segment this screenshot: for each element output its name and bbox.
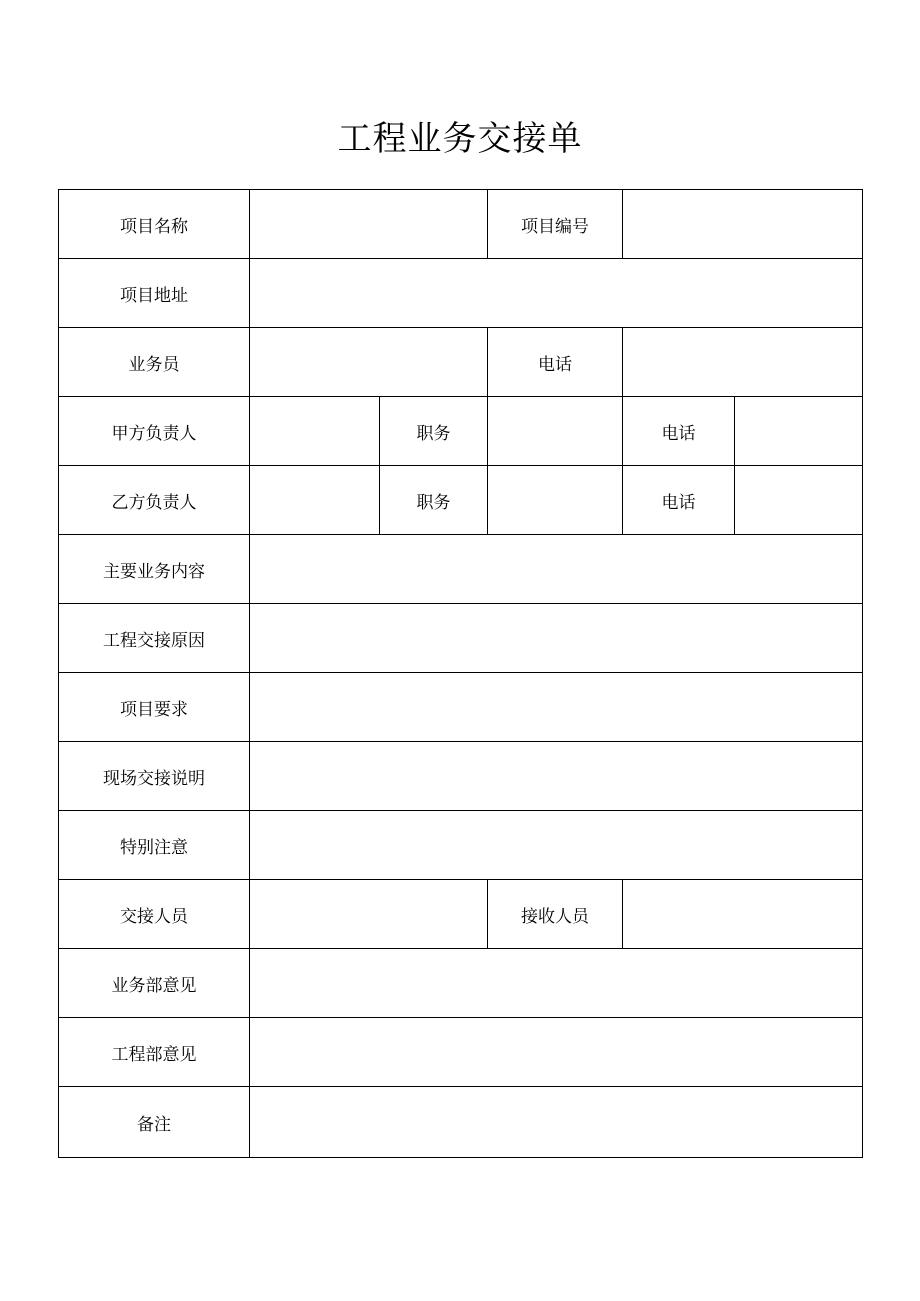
project-number-field[interactable] — [623, 190, 863, 259]
project-address-field[interactable] — [250, 259, 863, 328]
party-a-phone-label: 电话 — [623, 397, 735, 466]
salesperson-label: 业务员 — [59, 328, 250, 397]
site-handover-notes-label: 现场交接说明 — [59, 742, 250, 811]
party-b-phone-field[interactable] — [735, 466, 863, 535]
business-dept-opinion-label: 业务部意见 — [59, 949, 250, 1018]
party-b-position-label: 职务 — [380, 466, 488, 535]
salesperson-field[interactable] — [250, 328, 488, 397]
project-requirements-label: 项目要求 — [59, 673, 250, 742]
party-b-contact-field[interactable] — [250, 466, 380, 535]
row-main-business — [59, 535, 863, 604]
form-title: 工程业务交接单 — [337, 119, 583, 159]
party-b-contact-label: 乙方负责人 — [59, 466, 250, 535]
row-handover-persons — [59, 880, 863, 949]
party-b-phone-label: 电话 — [623, 466, 735, 535]
row-special-attention — [59, 811, 863, 880]
project-name-label: 项目名称 — [59, 190, 250, 259]
row-salesperson — [59, 328, 863, 397]
row-party-a — [59, 397, 863, 466]
handover-reason-label: 工程交接原因 — [59, 604, 250, 673]
row-remarks — [59, 1087, 863, 1158]
receiver-person-field[interactable] — [623, 880, 863, 949]
handover-person-label: 交接人员 — [59, 880, 250, 949]
party-a-phone-field[interactable] — [735, 397, 863, 466]
site-handover-notes-field[interactable] — [250, 742, 863, 811]
remarks-label: 备注 — [59, 1087, 250, 1158]
party-b-position-field[interactable] — [488, 466, 623, 535]
special-attention-label: 特别注意 — [59, 811, 250, 880]
handover-form-table — [58, 189, 863, 1158]
party-a-position-label: 职务 — [380, 397, 488, 466]
handover-person-field[interactable] — [250, 880, 488, 949]
row-party-b — [59, 466, 863, 535]
row-project-address — [59, 259, 863, 328]
receiver-person-label: 接收人员 — [488, 880, 623, 949]
project-requirements-field[interactable] — [250, 673, 863, 742]
project-number-label: 项目编号 — [488, 190, 623, 259]
party-a-position-field[interactable] — [488, 397, 623, 466]
row-project-requirements — [59, 673, 863, 742]
row-site-handover-notes — [59, 742, 863, 811]
row-engineering-dept-opinion — [59, 1018, 863, 1087]
engineering-dept-opinion-label: 工程部意见 — [59, 1018, 250, 1087]
main-business-field[interactable] — [250, 535, 863, 604]
engineering-dept-opinion-field[interactable] — [250, 1018, 863, 1087]
row-project-name — [59, 190, 863, 259]
project-name-field[interactable] — [250, 190, 488, 259]
party-a-contact-field[interactable] — [250, 397, 380, 466]
salesperson-phone-label: 电话 — [488, 328, 623, 397]
party-a-contact-label: 甲方负责人 — [59, 397, 250, 466]
row-business-dept-opinion — [59, 949, 863, 1018]
handover-reason-field[interactable] — [250, 604, 863, 673]
main-business-label: 主要业务内容 — [59, 535, 250, 604]
row-handover-reason — [59, 604, 863, 673]
project-address-label: 项目地址 — [59, 259, 250, 328]
business-dept-opinion-field[interactable] — [250, 949, 863, 1018]
salesperson-phone-field[interactable] — [623, 328, 863, 397]
special-attention-field[interactable] — [250, 811, 863, 880]
remarks-field[interactable] — [250, 1087, 863, 1158]
